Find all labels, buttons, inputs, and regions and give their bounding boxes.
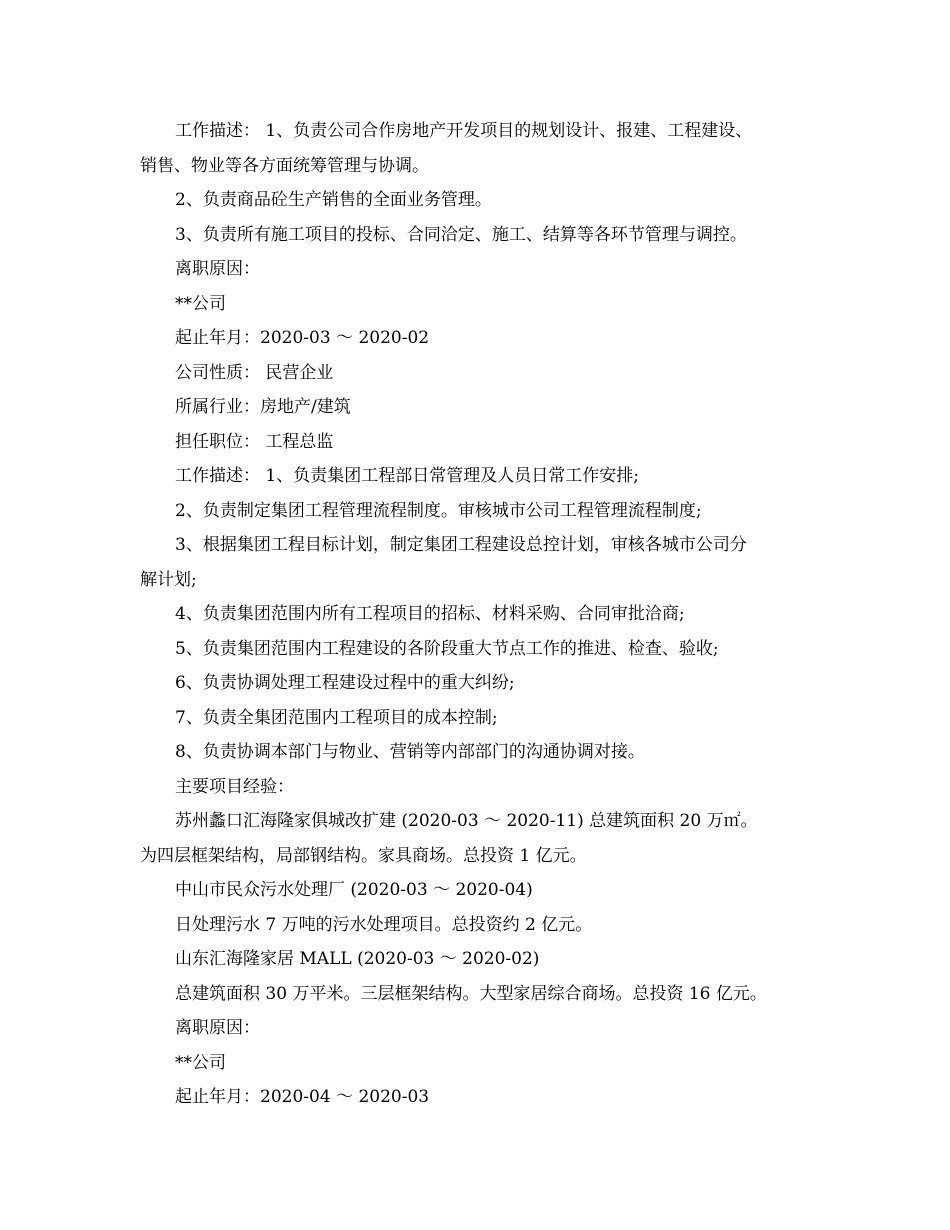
text-line: 销售、物业等各方面统筹管理与协调。 — [140, 155, 429, 176]
text-line: 苏州蠡口汇海隆家俱城改扩建 (2020-03 ～ 2020-11) 总建筑面积 20 万㎡。 — [175, 811, 758, 831]
text-line: 2、负责制定集团工程管理流程制度。审核城市公司工程管理流程制度; — [175, 500, 702, 521]
text-line: 公司性质： 民营企业 — [175, 362, 334, 383]
text-line: 总建筑面积 30 万平米。三层框架结构。大型家居综合商场。总投资 16 亿元。 — [175, 983, 767, 1004]
text-line: 中山市民众污水处理厂 (2020-03 ～ 2020-04) — [175, 880, 533, 900]
text-line: **公司 — [175, 293, 226, 314]
text-line: 主要项目经验： — [175, 776, 294, 797]
text-line: 所属行业：房地产/建筑 — [175, 397, 351, 417]
text-line: 8、负责协调本部门与物业、营销等内部部门的沟通协调对接。 — [175, 742, 645, 762]
text-line: 7、负责全集团范围内工程项目的成本控制; — [175, 707, 498, 728]
text-line: 解计划; — [140, 569, 197, 590]
text-line: 日处理污水 7 万吨的污水处理项目。总投资约 2 亿元。 — [175, 914, 593, 935]
text-line: 3、根据集团工程目标计划，制定集团工程建设总控计划，审核各城市公司分 — [175, 535, 747, 555]
text-line: 起止年月：2020-03 ～ 2020-02 — [175, 328, 430, 348]
text-line: 6、负责协调处理工程建设过程中的重大纠纷; — [175, 673, 515, 693]
text-line: **公司 — [175, 1052, 226, 1073]
text-line: 离职原因： — [175, 1018, 260, 1038]
text-line: 工作描述： 1、负责公司合作房地产开发项目的规划设计、报建、工程建设、 — [175, 121, 753, 141]
text-line: 工作描述： 1、负责集团工程部日常管理及人员日常工作安排; — [175, 466, 639, 486]
text-line: 5、负责集团范围内工程建设的各阶段重大节点工作的推进、检查、验收; — [175, 638, 719, 659]
text-line: 2、负责商品砼生产销售的全面业务管理。 — [175, 190, 492, 210]
text-line: 山东汇海隆家居 MALL (2020-03 ～ 2020-02) — [175, 949, 540, 969]
text-line: 3、负责所有施工项目的投标、合同洽定、施工、结算等各环节管理与调控。 — [175, 224, 747, 245]
text-line: 担任职位： 工程总监 — [175, 431, 334, 452]
text-line: 起止年月：2020-04 ～ 2020-03 — [175, 1087, 430, 1107]
text-line: 离职原因： — [175, 259, 260, 279]
document-body — [140, 114, 815, 1115]
text-line: 为四层框架结构，局部钢结构。家具商场。总投资 1 亿元。 — [140, 845, 587, 866]
text-line: 4、负责集团范围内所有工程项目的招标、材料采购、合同审批洽商; — [175, 604, 685, 624]
